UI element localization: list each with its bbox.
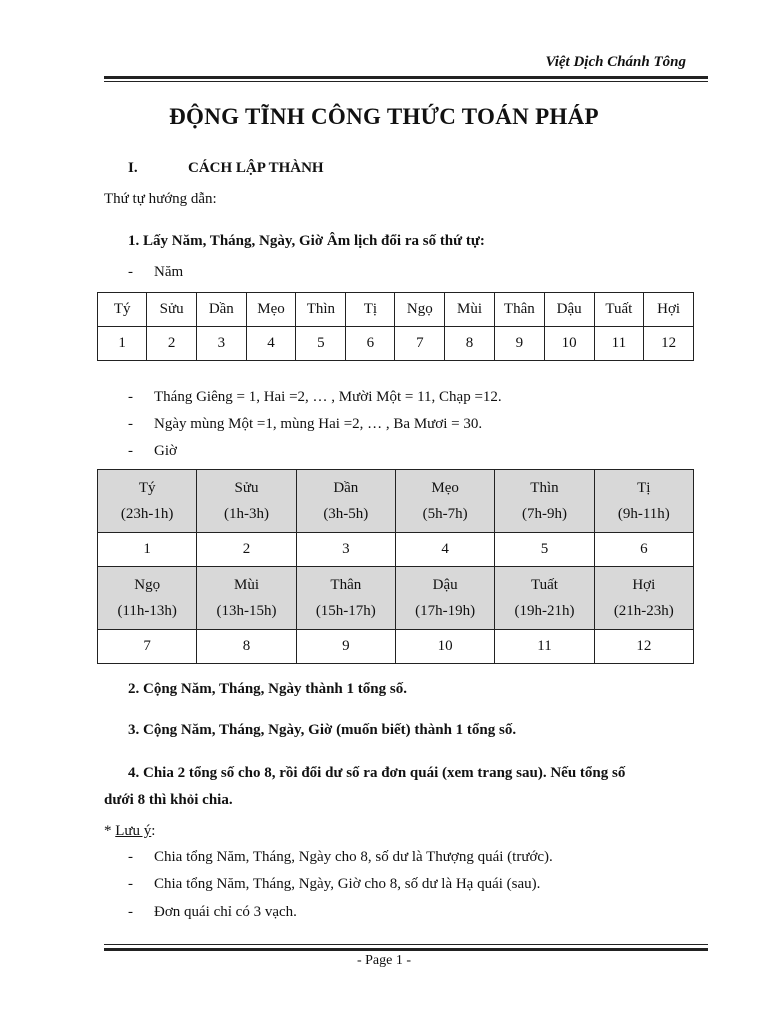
bullet-dash: - [128, 389, 133, 405]
step-2: 2. Cộng Năm, Tháng, Ngày thành 1 tổng số. [128, 681, 407, 697]
day-line [128, 416, 482, 433]
step-4-line-1: 4. Chia 2 tổng số cho 8, rồi đổi dư số ra đơn quái (xem trang sau). Nếu tổng số [128, 765, 626, 781]
year-number-cell: 5 [296, 327, 346, 361]
hour-number-cell: 7 [98, 630, 197, 664]
hour-number-cell: 8 [197, 630, 296, 664]
section-title: CÁCH LẬP THÀNH [188, 160, 324, 176]
header-rule-thin [104, 81, 708, 82]
hour-range: (1h-3h) [223, 506, 269, 522]
year-number-cell: 11 [594, 327, 644, 361]
hour-range: (21h-23h) [613, 603, 674, 619]
hour-number-cell: 1 [98, 533, 197, 567]
bullet-dash: - [128, 849, 133, 865]
hour-name: Mùi [233, 577, 259, 593]
note-label: Lưu ý [115, 823, 152, 839]
hour-label-cell [197, 470, 296, 533]
note-item-text: Đơn quái chỉ có 3 vạch. [154, 904, 297, 920]
hour-name: Thìn [530, 480, 559, 496]
step-4-line-2: dưới 8 thì khỏi chia. [104, 792, 233, 808]
hour-label-cell [495, 470, 594, 533]
note-item [128, 876, 540, 893]
hour-label-cell [98, 470, 197, 533]
hour-name: Thân [330, 577, 362, 593]
hour-number-row [98, 630, 694, 664]
hour-range: (5h-7h) [422, 506, 468, 522]
hour-number-row [98, 533, 694, 567]
year-number-cell: 2 [147, 327, 197, 361]
hour-name: Tuất [530, 577, 558, 593]
hour-label-cell [296, 567, 395, 630]
hour-number-cell: 5 [495, 533, 594, 567]
bullet-dash: - [128, 416, 133, 432]
day-line-text: Ngày mùng Một =1, mùng Hai =2, … , Ba Mươi = 30. [154, 416, 483, 432]
note-colon: : [151, 823, 156, 839]
year-name-cell: Dần [196, 293, 246, 327]
step-1: 1. Lấy Năm, Tháng, Ngày, Giờ Âm lịch đổi ra số thứ tự: [128, 233, 485, 249]
hour-name: Dần [333, 480, 359, 496]
hour-label-cell [395, 470, 494, 533]
hour-name: Dậu [432, 577, 458, 593]
document-title: ĐỘNG TĨNH CÔNG THỨC TOÁN PHÁP [169, 104, 599, 129]
hour-number-cell: 4 [395, 533, 494, 567]
intro-text: Thứ tự hướng dẫn: [104, 191, 217, 207]
hour-name: Hợi [632, 577, 656, 593]
note-item-text: Chia tổng Năm, Tháng, Ngày cho 8, số dư là Thượng quái (trước). [154, 849, 553, 865]
year-number-row [98, 327, 694, 361]
hour-number-cell: 2 [197, 533, 296, 567]
bullet-dash: - [128, 876, 133, 892]
year-label [128, 264, 183, 281]
section-heading [128, 160, 324, 177]
hour-number-cell: 10 [395, 630, 494, 664]
year-name-cell: Thân [494, 293, 544, 327]
hour-range: (7h-9h) [521, 506, 567, 522]
hour-label-cell [594, 470, 693, 533]
year-name-cell: Tị [346, 293, 395, 327]
hour-name: Tị [637, 480, 651, 496]
year-number-cell: 8 [445, 327, 495, 361]
hour-range: (3h-5h) [323, 506, 369, 522]
hour-label-cell [197, 567, 296, 630]
note-item [128, 904, 297, 921]
year-name-cell: Hợi [644, 293, 694, 327]
year-number-cell: 3 [196, 327, 246, 361]
header-rule-thick [104, 76, 708, 79]
year-name-cell: Mùi [445, 293, 495, 327]
hour-name: Tý [138, 480, 156, 496]
year-name-cell: Mẹo [246, 293, 296, 327]
bullet-dash: - [128, 264, 133, 280]
hour-label-row [98, 470, 694, 533]
year-number-cell: 9 [494, 327, 544, 361]
hour-label-cell [296, 470, 395, 533]
year-number-cell: 1 [98, 327, 147, 361]
hour-label-cell [395, 567, 494, 630]
hour-range: (17h-19h) [415, 603, 476, 619]
year-name-cell: Sửu [147, 293, 197, 327]
hour-range: (13h-15h) [216, 603, 277, 619]
year-table [97, 292, 694, 361]
note-item [128, 849, 553, 866]
year-number-cell: 6 [346, 327, 395, 361]
hour-range: (19h-21h) [514, 603, 575, 619]
bullet-dash: - [128, 904, 133, 920]
year-name-cell: Dậu [544, 293, 594, 327]
footer-rule-thin [104, 944, 708, 945]
year-name-cell: Tý [98, 293, 147, 327]
step-3: 3. Cộng Năm, Tháng, Ngày, Giờ (muốn biết) thành 1 tổng số. [128, 722, 517, 738]
year-number-cell: 7 [395, 327, 445, 361]
hour-number-cell: 3 [296, 533, 395, 567]
hour-number-cell: 9 [296, 630, 395, 664]
hour-range: (9h-11h) [617, 506, 670, 522]
hour-number-cell: 12 [594, 630, 693, 664]
year-name-cell: Thìn [296, 293, 346, 327]
bullet-dash: - [128, 443, 133, 459]
hour-label-cell [98, 567, 197, 630]
hour-name: Ngọ [134, 577, 161, 593]
hour-number-cell: 11 [495, 630, 594, 664]
hour-range: (11h-13h) [117, 603, 177, 619]
note-heading [104, 823, 155, 840]
section-number: I. [128, 160, 138, 176]
hour-label-text: Giờ [154, 443, 177, 459]
year-name-cell: Ngọ [395, 293, 445, 327]
note-star: * [104, 823, 116, 839]
month-line [128, 389, 502, 406]
month-line-text: Tháng Giêng = 1, Hai =2, … , Mười Một = 11, Chạp =12. [154, 389, 502, 405]
hour-label [128, 443, 177, 460]
year-number-cell: 12 [644, 327, 694, 361]
hour-label-cell [495, 567, 594, 630]
year-label-text: Năm [154, 264, 184, 280]
year-name-cell: Tuất [594, 293, 644, 327]
hour-name: Sửu [234, 480, 259, 496]
hour-name: Mẹo [431, 480, 459, 496]
hour-number-cell: 6 [594, 533, 693, 567]
hour-range: (23h-1h) [120, 506, 174, 522]
hour-range: (15h-17h) [315, 603, 376, 619]
hour-table [97, 469, 694, 664]
year-name-row [98, 293, 694, 327]
year-number-cell: 10 [544, 327, 594, 361]
running-header: Việt Dịch Chánh Tông [545, 54, 686, 70]
year-number-cell: 4 [246, 327, 296, 361]
note-item-text: Chia tổng Năm, Tháng, Ngày, Giờ cho 8, số dư là Hạ quái (sau). [154, 876, 541, 892]
footer-rule-thick [104, 948, 708, 951]
hour-label-cell [594, 567, 693, 630]
hour-label-row [98, 567, 694, 630]
page-number: - Page 1 - [356, 953, 412, 968]
